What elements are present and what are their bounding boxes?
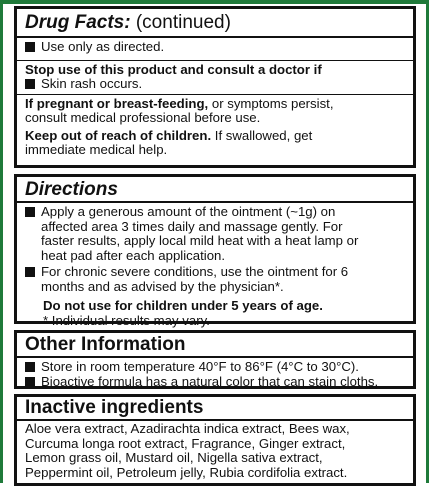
ingredients-line: Lemon grass oil, Mustard oil, Nigella sativa extract, <box>25 450 323 465</box>
bullet-square-icon <box>25 267 35 277</box>
drug-facts-title <box>25 11 405 34</box>
pregnancy-warning-text: or symptoms persist, <box>211 95 334 111</box>
directions-panel <box>14 174 416 328</box>
ingredients-line: Peppermint oil, Petroleum jelly, Rubia cordifolia extract. <box>25 464 348 480</box>
bullet-square-icon <box>25 362 35 372</box>
keep-out-warning <box>25 129 405 144</box>
drug-facts-title-suffix: (continued) <box>135 12 231 33</box>
ingredients-line: Aloe vera extract, Azadirachta indica extract, Bees wax, <box>25 421 350 436</box>
inactive-ingredients-title: Inactive ingredients <box>25 397 204 418</box>
green-border-left <box>0 0 3 483</box>
bullet-square-icon <box>25 207 35 217</box>
green-border-top <box>0 0 429 4</box>
directions-item-1-line: heat pad after each application. <box>41 247 226 263</box>
ingredients-line: Curcuma longa root extract, Fragrance, Ginger extract, <box>25 435 346 451</box>
bullet-square-icon <box>25 42 35 52</box>
directions-title: Directions <box>25 179 118 200</box>
pregnancy-warning-bold: If pregnant or breast-feeding, <box>25 95 209 111</box>
keep-out-warning-text-2: immediate medical help. <box>25 142 168 157</box>
children-warning: Do not use for children under 5 years of age. <box>43 298 323 313</box>
use-text: Use only as directed. <box>41 39 165 54</box>
storage-text: Store in room temperature 40°F to 86°F (4°C to 30°C). <box>41 359 359 374</box>
other-info-item <box>25 360 405 375</box>
keep-out-warning-bold: Keep out of reach of children. <box>25 127 212 143</box>
footnote: * Individual results may vary. <box>43 312 210 328</box>
other-information-title: Other Information <box>25 334 186 355</box>
stop-use-item <box>25 77 405 92</box>
bullet-square-icon <box>25 79 35 89</box>
directions-item-1-line: Apply a generous amount of the ointment (~1g) on <box>41 204 336 219</box>
stop-use-heading: Stop use of this product and consult a doctor if <box>25 61 322 77</box>
pregnancy-warning <box>25 97 405 112</box>
directions-item-1 <box>25 205 405 263</box>
directions-item-1-line: faster results, apply local mild heat with a heat lamp or <box>41 233 359 248</box>
keep-out-warning-text: If swallowed, get <box>214 127 313 143</box>
directions-item-2-line: months and as advised by the physician*. <box>41 278 284 294</box>
directions-item-2 <box>25 265 405 294</box>
directions-item-2-line: For chronic severe conditions, use the ointment for 6 <box>41 264 349 279</box>
drug-facts-panel <box>14 6 416 168</box>
directions-item-1-line: affected area 3 times daily and massage gently. For <box>41 218 343 234</box>
bullet-square-icon <box>25 377 35 387</box>
use-item <box>25 40 405 55</box>
pregnancy-warning-text-2: consult medical professional before use. <box>25 110 261 125</box>
other-info-item <box>25 375 405 390</box>
inactive-ingredients-panel <box>14 394 416 486</box>
drug-facts-title-text: Drug Facts: <box>25 12 131 33</box>
other-information-panel <box>14 330 416 389</box>
color-note-text: Bioactive formula has a natural color that can stain cloths. <box>41 373 379 389</box>
stop-use-item-text: Skin rash occurs. <box>41 76 143 91</box>
